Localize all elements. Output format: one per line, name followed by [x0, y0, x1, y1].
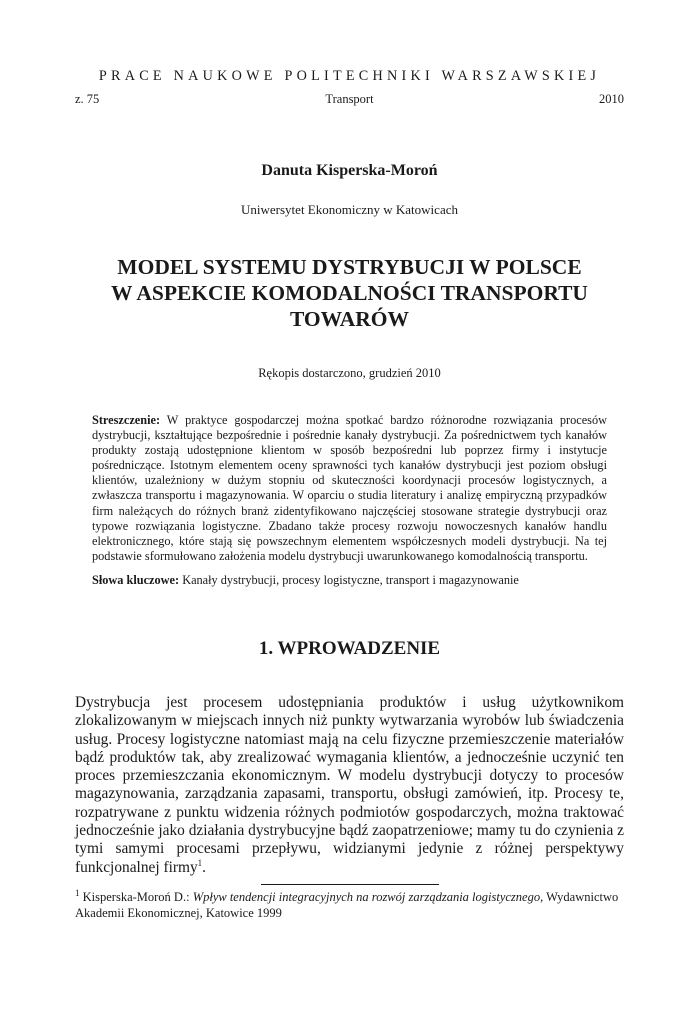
footnote-divider — [261, 884, 439, 885]
paper-title — [75, 254, 624, 332]
title-line-2: W ASPEKCIE KOMODALNOŚCI TRANSPORTU — [111, 281, 588, 305]
volume-number: z. 75 — [75, 92, 100, 106]
body-text: Dystrybucja jest procesem udostępniania produktów i usług użytkownikom zlokalizowanym w miejscach innych niż punkty wytwarzania wyrobów lub świadczenia usług. Procesy logistyczne natomiast mają na celu fizyczne przemieszczenie materiałów bądź produktów tak, aby zrealizować wymagania klientów, a jednocześnie uczynić ten proces przemieszczania ekonomicznym. W modelu dystrybucji dotyczy to procesów magazynowania, zarządzania zapasami, transportu, obsługi zamówień, itp. Procesy te, rozpatrywane z punktu widzenia różnych podmiotów gospodarczych, można traktować jednocześnie jako działania dystrybucyjne bądź zaopatrzeniowe; mamy tu do czynienia z tymi samymi procesami przepływu, widzianymi jedynie z różnej perspektywy funkcjonalnej firmy — [75, 694, 624, 876]
title-line-1: MODEL SYSTEMU DYSTRYBUCJI W POLSCE — [117, 255, 582, 279]
body-paragraph — [75, 694, 624, 877]
journal-title: PRACE NAUKOWE POLITECHNIKI WARSZAWSKIEJ — [98, 68, 601, 84]
body-end: . — [202, 858, 207, 876]
keywords-label: Słowa kluczowe: — [92, 573, 180, 587]
journal-section: Transport — [325, 92, 374, 106]
publication-year: 2010 — [599, 92, 624, 106]
footnote-number: 1 — [75, 887, 80, 898]
keywords — [92, 573, 607, 588]
author-affiliation: Uniwersytet Ekonomiczny w Katowicach — [241, 202, 458, 217]
footnote — [75, 887, 624, 921]
footnote-publisher: Wydawnictwo Akademii Ekonomicznej, Katowice 1999 — [75, 890, 619, 920]
title-line-3: TOWARÓW — [289, 307, 410, 331]
received-date: Rękopis dostarczono, grudzień 2010 — [258, 366, 441, 380]
author-name: Danuta Kisperska-Moroń — [261, 162, 438, 179]
abstract — [92, 413, 607, 564]
section-heading: 1. WPROWADZENIE — [258, 638, 441, 659]
footnote-title: Wpływ tendencji integracyjnych na rozwój zarządzania logistycznego, — [192, 890, 544, 904]
footnote-author: Kisperska-Moroń D.: — [82, 890, 190, 904]
journal-meta — [75, 92, 624, 108]
keywords-text: Kanały dystrybucji, procesy logistyczne, transport i magazynowanie — [182, 573, 519, 587]
abstract-label: Streszczenie: — [92, 413, 161, 427]
abstract-text: W praktyce gospodarczej można spotkać bardzo różnorodne rozwiązania procesów dystrybucji, kształtujące bezpośrednie i pośrednie kanały dystrybucji. Za pośrednictwem tych kanałów produkty zostają udostępnione klientom w sposób bezpośredni lub poprzez firmy i instytucje pośredniczące. Istotnym elementem oceny sprawności tych kanałów dystrybucji jest poziom obsługi klientów, uzależniony w dużym stopniu od skuteczności koordynacji procesów logistycznych, a zwłaszcza transportu i magazynowania. W oparciu o studia literatury i analizę empiryczną przypadków firm należących do różnych branż zidentyfikowano najczęściej stosowane strategie dystrybucji oraz typowe rozwiązania logistyczne. Zbadano także procesy rozwoju nowoczesnych kanałów handlu elektronicznego, które stają się powszechnym elementem współczesnych modeli dystrybucji. Na tej podstawie sformułowano założenia modelu dystrybucji uwarunkowanego komodalnością transportu. — [92, 413, 607, 563]
footnote-ref[interactable]: 1 — [197, 857, 203, 868]
